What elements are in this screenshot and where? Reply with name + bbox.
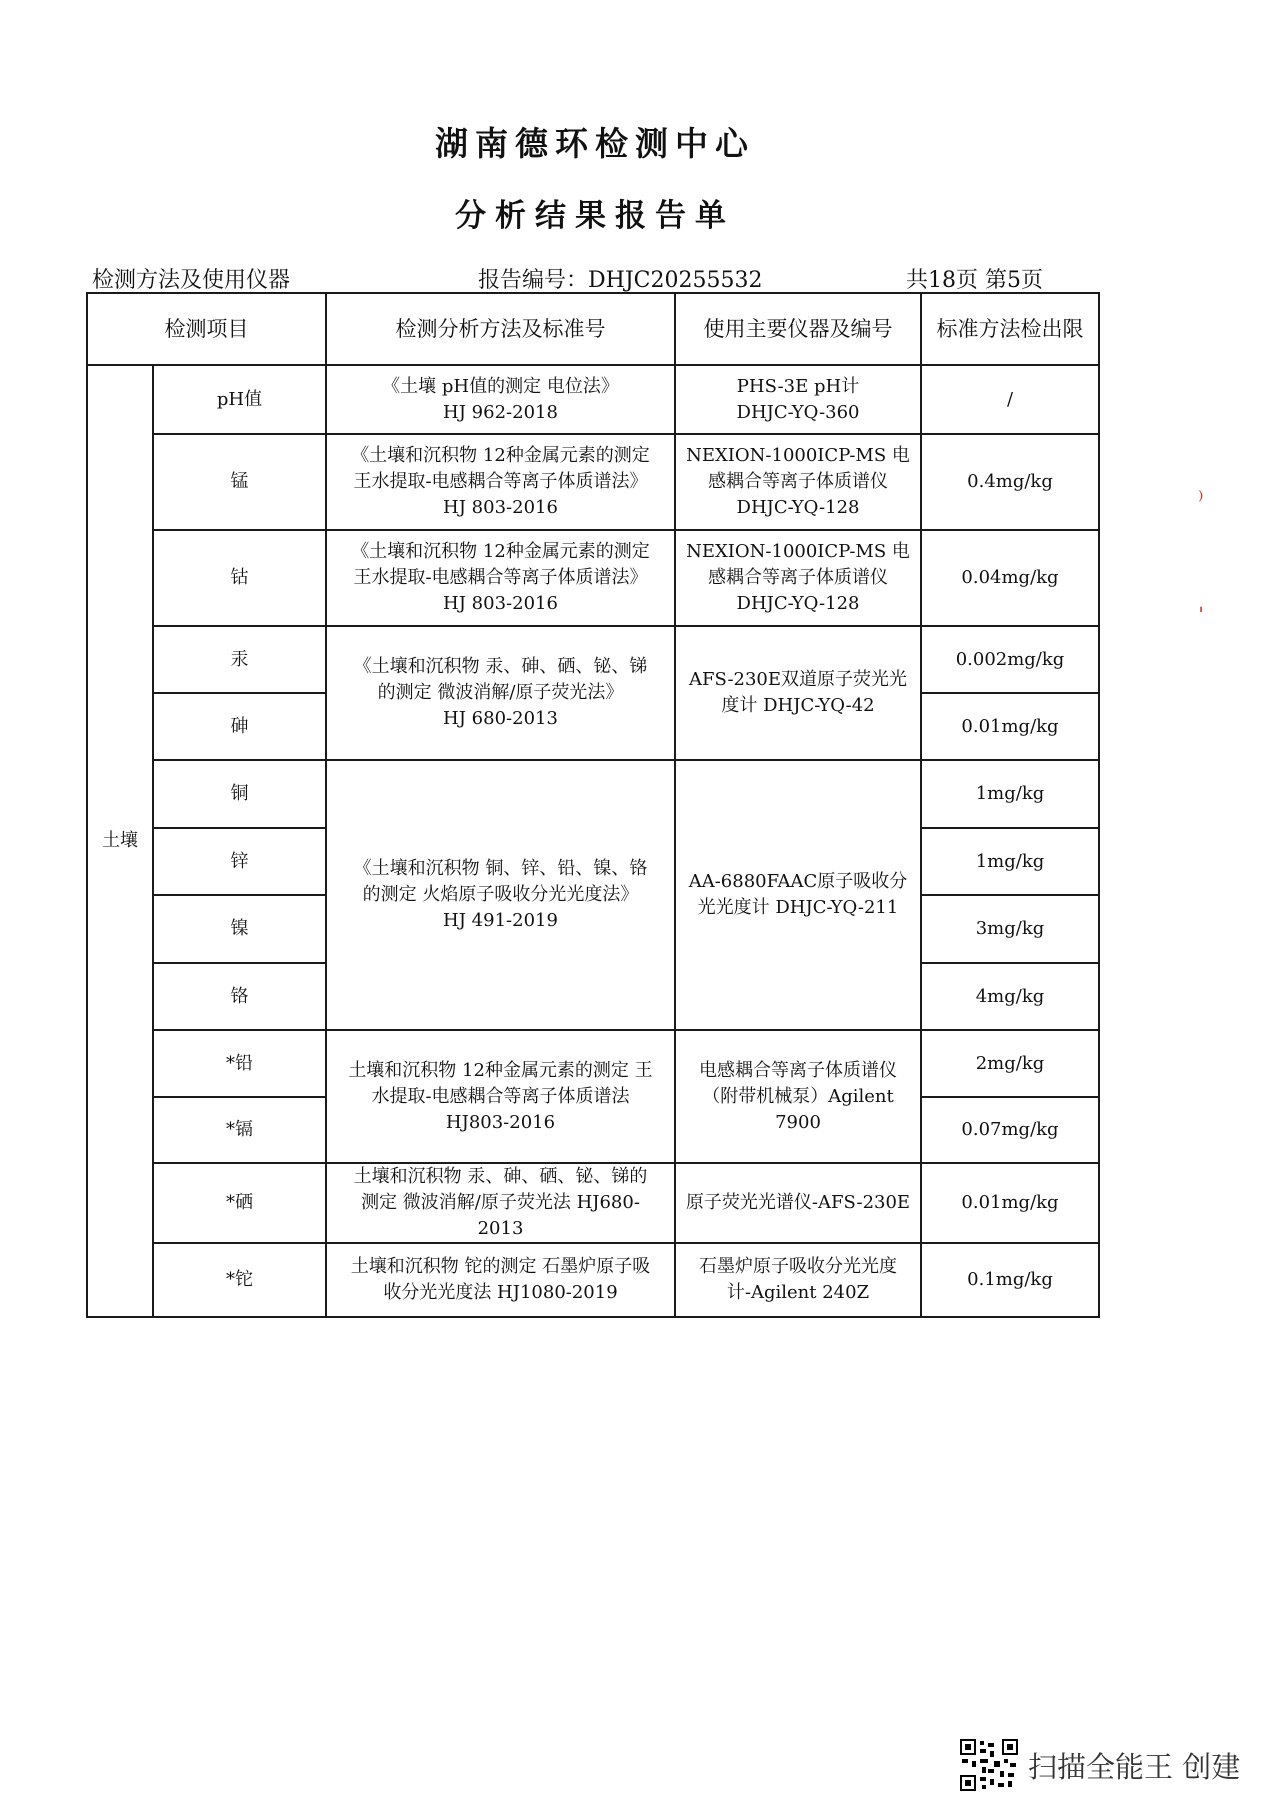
item-name: 铜 <box>153 760 326 828</box>
item-name: *铅 <box>153 1030 326 1097</box>
instrument-cell <box>675 434 921 530</box>
instrument-line: PHS-3E pH计 <box>736 375 860 397</box>
instrument-line: DHJC-YQ-128 <box>736 593 860 614</box>
method-cell <box>326 1243 675 1317</box>
method-line: 土壤和沉积物 12种金属元素的测定 王 <box>348 1059 653 1081</box>
scanner-watermark: 扫描全能王 创建 <box>1028 1750 1241 1784</box>
instrument-line: 石墨炉原子吸收分光光度 <box>699 1256 897 1277</box>
table-row <box>87 1243 1099 1317</box>
limit-cell: 1mg/kg <box>921 828 1099 895</box>
method-line: 王水提取-电感耦合等离子体质谱法》 <box>353 471 648 492</box>
table-row <box>87 1030 1099 1097</box>
method-line: 的测定 微波消解/原子荧光法》 <box>377 682 624 703</box>
instrument-line: AA-6880FAAC原子吸收分 <box>688 871 908 892</box>
method-line: HJ803-2016 <box>445 1111 556 1133</box>
instrument-cell <box>675 1163 921 1243</box>
item-name: 砷 <box>153 693 326 760</box>
method-cell <box>326 760 675 1030</box>
method-cell <box>326 434 675 530</box>
table-header-row <box>87 293 1099 365</box>
instrument-cell <box>675 1243 921 1317</box>
item-name: 镍 <box>153 895 326 963</box>
method-cell <box>326 1163 675 1243</box>
method-cell <box>326 626 675 760</box>
instrument-line: 7900 <box>775 1111 821 1133</box>
method-cell <box>326 365 675 434</box>
item-name: 汞 <box>153 626 326 693</box>
report-title: 分析结果报告单 <box>455 198 735 234</box>
method-line: 土壤和沉积物 汞、砷、硒、铋、锑的 <box>353 1166 648 1187</box>
report-number: 报告编号：DHJC20255532 <box>478 268 763 293</box>
method-line: 测定 微波消解/原子荧光法 HJ680- <box>361 1192 640 1213</box>
method-line: HJ 803-2016 <box>443 497 558 518</box>
method-line: 王水提取-电感耦合等离子体质谱法》 <box>353 567 648 588</box>
org-name: 湖南德环检测中心 <box>435 124 755 163</box>
instrument-line: 计-Agilent 240Z <box>726 1282 870 1303</box>
method-line: HJ 962-2018 <box>443 401 558 423</box>
instrument-line: （附带机械泵）Agilent <box>702 1085 894 1107</box>
method-line: 《土壤和沉积物 铜、锌、铅、镍、铬 <box>353 858 648 879</box>
method-line: HJ 803-2016 <box>443 593 558 614</box>
method-cell <box>326 530 675 626</box>
instrument-line: 光光度计 DHJC-YQ-211 <box>697 897 899 918</box>
table-row <box>87 530 1099 626</box>
item-name: 钴 <box>153 530 326 626</box>
col-header-item: 检测项目 <box>87 293 326 365</box>
instrument-cell <box>675 626 921 760</box>
method-line: 2013 <box>477 1218 524 1239</box>
instrument-cell <box>675 530 921 626</box>
results-table <box>86 292 1100 1318</box>
method-line: 土壤和沉积物 铊的测定 石墨炉原子吸 <box>350 1256 651 1277</box>
instrument-line: 感耦合等离子体质谱仪 <box>708 567 888 588</box>
instrument-line: 电感耦合等离子体质谱仪 <box>699 1059 897 1081</box>
limit-cell: 4mg/kg <box>921 963 1099 1030</box>
method-line: 收分光光度法 HJ1080-2019 <box>383 1282 618 1303</box>
table-row <box>87 365 1099 434</box>
col-header-instrument: 使用主要仪器及编号 <box>675 293 921 365</box>
limit-cell: 0.002mg/kg <box>921 626 1099 693</box>
item-name: 锰 <box>153 434 326 530</box>
method-cell <box>326 1030 675 1163</box>
table-row <box>87 760 1099 828</box>
page-count: 共18页 第5页 <box>906 268 1043 293</box>
limit-cell: 0.04mg/kg <box>921 530 1099 626</box>
method-line: 《土壤和沉积物 12种金属元素的测定 <box>351 445 650 466</box>
instrument-line: 感耦合等离子体质谱仪 <box>708 471 888 492</box>
limit-cell: 0.1mg/kg <box>921 1243 1099 1317</box>
table-row <box>87 626 1099 693</box>
instrument-line: NEXION-1000ICP-MS 电 <box>686 445 910 466</box>
col-header-limit: 标准方法检出限 <box>921 293 1099 365</box>
instrument-cell <box>675 365 921 434</box>
section-label: 检测方法及使用仪器 <box>92 268 291 293</box>
table-row <box>87 1163 1099 1243</box>
category-cell: 土壤 <box>87 365 153 1317</box>
item-name: 铬 <box>153 963 326 1030</box>
method-line: 的测定 火焰原子吸收分光光度法》 <box>362 884 639 905</box>
instrument-cell <box>675 760 921 1030</box>
instrument-cell <box>675 1030 921 1163</box>
item-name: 锌 <box>153 828 326 895</box>
limit-cell: 2mg/kg <box>921 1030 1099 1097</box>
item-name: *铊 <box>153 1243 326 1317</box>
method-line: HJ 680-2013 <box>443 708 558 729</box>
limit-cell: 0.07mg/kg <box>921 1097 1099 1163</box>
limit-cell: 0.4mg/kg <box>921 434 1099 530</box>
item-name: *镉 <box>153 1097 326 1163</box>
stamp-edge-mark: ⁾ <box>1198 488 1204 513</box>
method-line: HJ 491-2019 <box>443 910 558 931</box>
instrument-line: DHJC-YQ-128 <box>736 497 860 518</box>
instrument-line: 度计 DHJC-YQ-42 <box>721 695 875 716</box>
stamp-edge-mark: ˌ <box>1198 590 1205 615</box>
method-line: 《土壤和沉积物 汞、砷、硒、铋、锑 <box>353 656 648 677</box>
limit-cell: 0.01mg/kg <box>921 1163 1099 1243</box>
limit-cell: 1mg/kg <box>921 760 1099 828</box>
instrument-line: 原子荧光光谱仪-AFS-230E <box>685 1192 911 1213</box>
col-header-method: 检测分析方法及标准号 <box>326 293 675 365</box>
method-line: 《土壤 pH值的测定 电位法》 <box>382 375 619 397</box>
limit-cell: 0.01mg/kg <box>921 693 1099 760</box>
limit-cell: / <box>921 365 1099 434</box>
method-line: 《土壤和沉积物 12种金属元素的测定 <box>351 541 650 562</box>
item-name: *硒 <box>153 1163 326 1243</box>
instrument-line: AFS-230E双道原子荧光光 <box>688 669 908 690</box>
item-name: pH值 <box>153 365 326 434</box>
qr-code-icon <box>960 1739 1018 1791</box>
limit-cell: 3mg/kg <box>921 895 1099 963</box>
instrument-line: DHJC-YQ-360 <box>736 401 860 423</box>
method-line: 水提取-电感耦合等离子体质谱法 <box>371 1085 630 1107</box>
table-row <box>87 434 1099 530</box>
instrument-line: NEXION-1000ICP-MS 电 <box>686 541 910 562</box>
